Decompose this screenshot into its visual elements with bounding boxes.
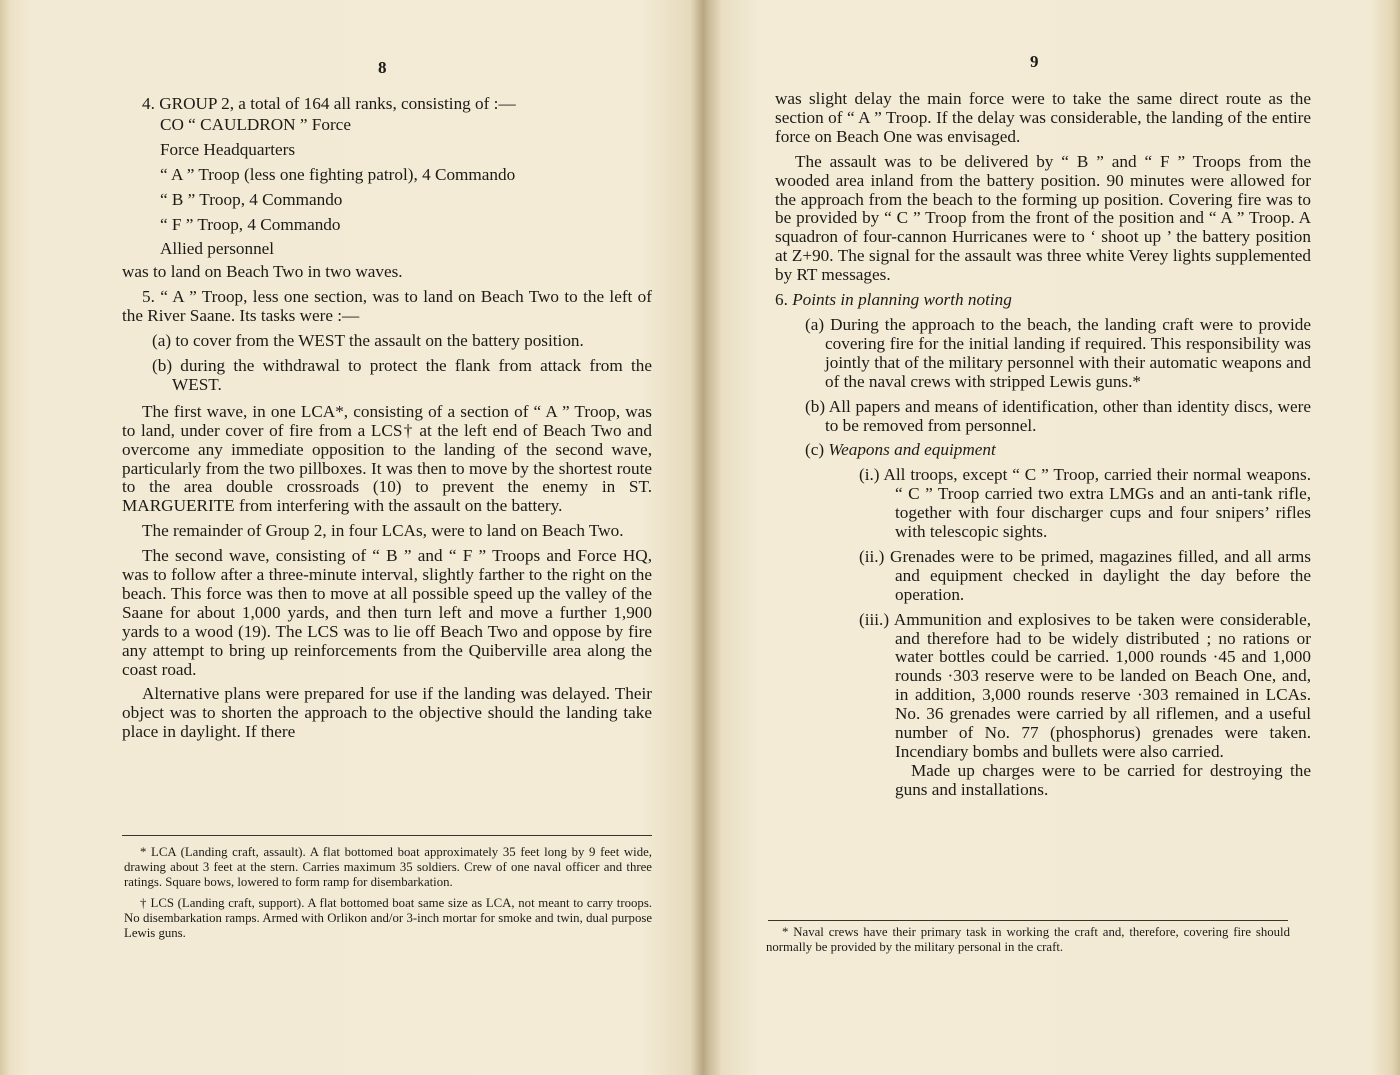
- left-page-body: [122, 95, 652, 748]
- point-c-heading: [775, 441, 1311, 460]
- point-c-sub-ii: (ii.) Grenades were to be primed, magazines filled, and all arms and equipment checked in daylight the day before the operation.: [859, 546, 1311, 604]
- point-a: (a) During the approach to the beach, the landing craft were to provide covering fire for the initial landing if required. This responsibility was jointly that of the military personnel with their automatic weapons and of the naval crews with stripped Lewis guns.*: [805, 314, 1311, 391]
- group2-list-item: “ B ” Troop, 4 Commando: [160, 189, 343, 209]
- group2-list-item: “ F ” Troop, 4 Commando: [160, 214, 341, 234]
- point-c-tail: Made up charges were to be carried for destroying the guns and installations.: [895, 760, 1311, 799]
- group2-list-item: Allied personnel: [160, 239, 275, 259]
- footnote-rule: [122, 835, 652, 836]
- footnote-naval-crews: * Naval crews have their primary task in working the craft and, therefore, covering fire should normally be provided by the military personal in the craft.: [766, 925, 1290, 955]
- paragraph-first-wave: The first wave, in one LCA*, consisting of a section of “ A ” Troop, was to land, under cover of fire from a LCS† at the left end of Beach Two and overcome any immediate opposition to the landing of the second wave, particularly from the two pillboxes. It was then to move by the shortest route to the area double crossroads (10) to prevent the enemy in ST. MARGUERITE from interfering with the assault on the battery.: [122, 401, 652, 516]
- right-page-body: [775, 90, 1311, 800]
- point-c-label: (c): [805, 440, 825, 460]
- task-item-b: (b) during the withdrawal to protect the flank from attack from the WEST.: [152, 355, 652, 394]
- footnote-lca: * LCA (Landing craft, assault). A flat bottomed boat approximately 35 feet long by 9 feet wide, drawing about 3 feet at the stern. Carries maximum 35 soldiers. Crew of one naval officer and three ratings. Square bows, lowered to form ramp for disembarkation.: [124, 845, 652, 890]
- group2-list-item: CO “ CAULDRON ” Force: [160, 114, 351, 134]
- paragraph-second-wave: The second wave, consisting of “ B ” and “ F ” Troops and Force HQ, was to follow after a three-minute interval, slightly farther to the right on the beach. This force was then to move at all possible speed up the valley of the Saane for about 1,000 yards, and then turn left and move a further 1,900 yards to a wood (19). The LCS was to lie off Beach Two and oppose by fire any attempt to bring up reinforcements from the Quiberville area along the coast road.: [122, 546, 652, 679]
- paragraph-remainder: The remainder of Group 2, in four LCAs, were to land on Beach Two.: [142, 521, 624, 541]
- section-6-heading: [775, 291, 1311, 310]
- point-c-sub-i: (i.) All troops, except “ C ” Troop, carried their normal weapons. “ C ” Troop carried two extra LMGs and an anti-tank rifle, together with four discharger cups and four snipers’ rifles with telescopic sights.: [859, 465, 1311, 542]
- point-c-title: Weapons and equipment: [828, 440, 996, 460]
- left-footnotes: [124, 845, 652, 946]
- right-footnotes: [766, 925, 1290, 960]
- paragraph-assault: The assault was to be delivered by “ B ” and “ F ” Troops from the wooded area inland from the battery position. 90 minutes were allowed for the approach from the beach to the forming up position. Covering fire was to be provided by “ C ” Troop from the front of the position and “ A ” Troop. A squadron of four-cannon Hurricanes were to ‘ shoot up ’ the battery position at Z+90. The signal for the assault was three white Verey lights supplemented by RT messages.: [775, 151, 1311, 285]
- footnote-rule: [768, 920, 1288, 921]
- paragraph-continued: was slight delay the main force were to take the same direct route as the section of “ A ” Troop. If the delay was considerable, the landing of the entire force on Beach One was envisaged.: [775, 89, 1311, 146]
- paragraph-alternative: Alternative plans were prepared for use if the landing was delayed. Their object was to shorten the approach to the objective should the landing take place in daylight. If there: [122, 684, 652, 742]
- right-page: [708, 0, 1400, 1075]
- section-number: 6.: [775, 290, 788, 310]
- point-c-sub-iii: (iii.) Ammunition and explosives to be taken were considerable, and therefore had to be widely distributed ; no rations or water bottles could be carried. 1,000 rounds ·45 and 1,000 rounds ·303 reserve were to be landed on Beach One, and, in addition, 3,000 rounds reserve ·303 remained in LCAs. No. 36 grenades were carried by all riflemen, and a useful number of No. 77 (phosphorus) grenades were taken. Incendiary bombs and bullets were also carried.: [859, 609, 1311, 761]
- group2-list-item: Force Headquarters: [160, 139, 296, 159]
- section-title: Points in planning worth noting: [792, 290, 1012, 310]
- paragraph-4-lead: 4. GROUP 2, a total of 164 all ranks, consisting of :—: [142, 94, 516, 113]
- point-b: (b) All papers and means of identification, other than identity discs, were to be removed from personnel.: [805, 396, 1311, 435]
- paragraph-5-lead: 5. “ A ” Troop, less one section, was to land on Beach Two to the left of the River Saane. Its tasks were :—: [122, 287, 652, 326]
- task-item-a: (a) to cover from the WEST the assault on the battery position.: [152, 331, 584, 351]
- group2-list-item: “ A ” Troop (less one fighting patrol), 4 Commando: [160, 164, 516, 184]
- paragraph-4-tail: was to land on Beach Two in two waves.: [122, 262, 403, 282]
- page-number: 8: [378, 58, 387, 77]
- page-number: 9: [1030, 52, 1039, 71]
- footnote-lcs: † LCS (Landing craft, support). A flat bottomed boat same size as LCA, not meant to carry troops. No disembarkation ramps. Armed with Orlikon and/or 3-inch mortar for smoke and twin, dual purpose Lewis guns.: [124, 895, 652, 941]
